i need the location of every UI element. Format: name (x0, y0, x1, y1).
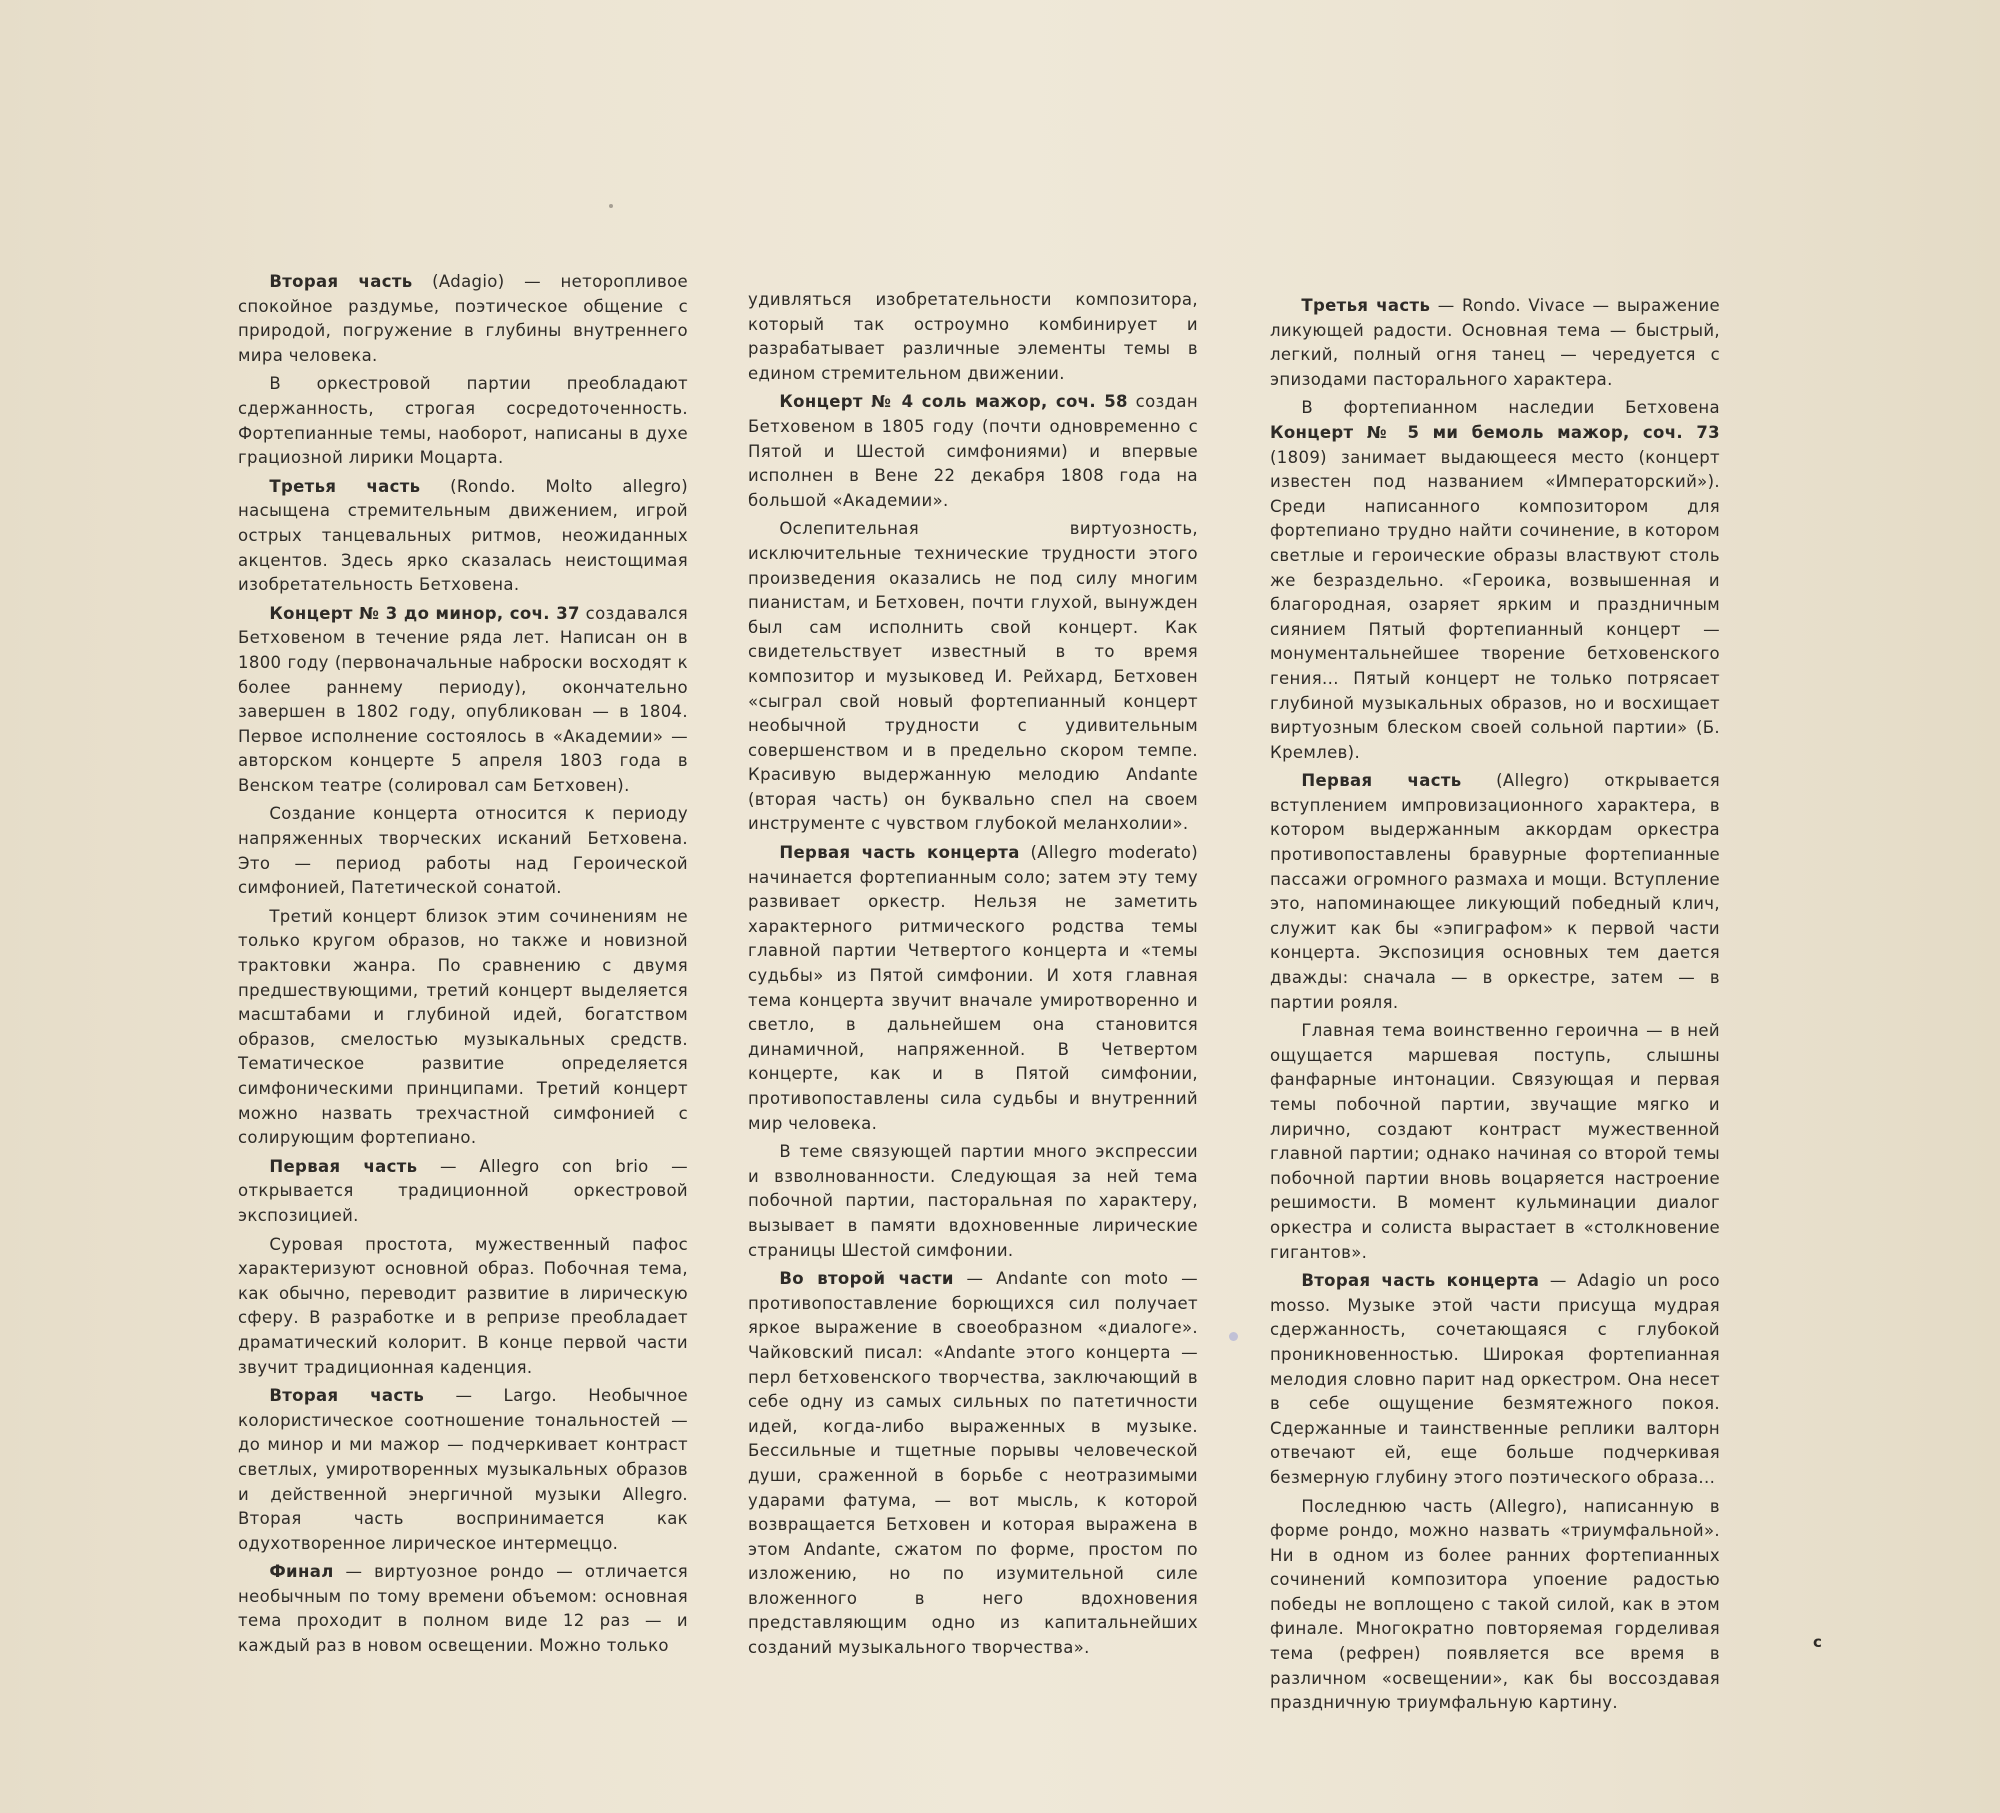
section-heading: Во второй части (779, 1269, 954, 1289)
paragraph-text: — Allegro con brio — открывается традиционной оркестровой экспозицией. (238, 1156, 688, 1225)
section-heading: Третья часть (269, 476, 421, 496)
paper-speck (609, 204, 613, 208)
section-heading: Вторая часть (269, 272, 413, 291)
paragraph-text: — Adagio un poco mosso. Музыке этой части присуща мудрая сдержанность, сочетающаяся с глубокой проникновенностью. Широкая фортепианная мелодия словно парит над оркестром. Она несет в себе ощущение безмятежного покоя. Сдержанные и таинственные реплики валторн отвечают ей, еще больше подчеркивая безмерную глубину этого поэтического образа... (1270, 1271, 1720, 1487)
paragraph-text: Главная тема воинственно героична — в ней ощущается маршевая поступь, слышны фанфарные интонации. Связующая и первая темы побочной партии, звучащие мягко и лирично, создают контраст мужественной главной партии; однако начиная со второй темы побочной партии вновь воцаряется настроение решимости. В момент кульминации диалог оркестра и солиста вырастает в «столкновение гигантов». (1270, 1021, 1720, 1262)
page-corner-marker: с (1813, 1633, 1822, 1651)
section-heading: Первая часть (269, 1156, 418, 1176)
section-heading: Концерт № 5 ми бемоль мажор, соч. 73 (1270, 422, 1720, 442)
paragraph (748, 288, 1198, 386)
paragraph (238, 372, 688, 470)
section-heading: Первая часть (1301, 771, 1462, 791)
section-heading: Третья часть (1301, 296, 1431, 315)
paragraph (748, 517, 1198, 837)
paragraph-text: В оркестровой партии преобладают сдержанность, строгая сосредоточенность. Фортепианные темы, наоборот, написаны в духе грациозной лирики Моцарта. (238, 374, 688, 468)
paragraph (1270, 396, 1720, 765)
paragraph-text: В теме связующей партии много экспрессии и взволнованности. Следующая за ней тема побочной партии, пасторальная по характеру, вызывает в памяти вдохновенные лирические страницы Шестой симфонии. (748, 1142, 1198, 1260)
paragraph-text: — Largo. Необычное колористическое соотношение тональностей — до минор и ми мажор — подчеркивает контраст светлых, умиротворенных музыкальных образов и действенной энергичной музыки Allegro. Вторая часть воспринимается как одухотворенное лирическое интермеццо. (238, 1386, 688, 1553)
section-heading: Вторая часть концерта (1301, 1271, 1540, 1291)
paragraph-text: создан Бетховеном в 1805 году (почти одновременно с Пятой и Шестой симфониями) и впервые исполнен в Вене 22 декабря 1808 года на большой «Академии». (748, 392, 1198, 510)
text-column-right (1270, 294, 1720, 1720)
paragraph-text: (Adagio) — неторопливое спокойное раздумье, поэтическое общение с природой, погружение в глубины внутреннего мира человека. (238, 272, 688, 365)
paragraph-text: Суровая простота, мужественный пафос характеризуют основной образ. Побочная тема, как обычно, переводит развитие в лирическую сферу. В разработке и в репризе преобладает драматический колорит. В конце первой части звучит традиционная каденция. (238, 1234, 688, 1377)
paragraph (238, 905, 688, 1151)
paragraph-text: (1809) занимает выдающееся место (концерт известен под названием «Императорский»). Среди написанного композитором для фортепиано трудно найти сочинение, в котором светлые и героические образы властвуют столь же безраздельно. «Героика, возвышенная и благородная, озаряет ярким и праздничным сиянием Пятый фортепианный концерт — монументальнейшее творение бетховенского гения... Пятый концерт не только потрясает глубиной музыкальных образов, но и восхищает виртуозным блеском своей сольной партии» (Б. Кремлев). (1270, 447, 1720, 762)
text-column-left (238, 270, 688, 1663)
paragraph (238, 802, 688, 900)
paragraph (238, 1155, 688, 1229)
section-heading: Финал (269, 1562, 334, 1582)
paragraph-text: — Andante con moto — противопоставление борющихся сил получает яркое выражение в своеобразном «диалоге». Чайковский писал: «Andante этого концерта — перл бетховенского творчества, заключающий в себе одну из самых сильных по патетичности идей, когда-либо выраженных в музыке. Бессильные и тщетные порывы человеческой души, сраженной в борьбе с неотразимыми ударами фатума, — вот мысль, к которой возвращается Бетховен и которая выражена в этом Andante, сжатом по форме, простом по изложению, но по изумительной силе вложенного в него вдохновения представляющим одно из капитальнейших созданий музыкального творчества». (748, 1269, 1198, 1658)
paragraph-text: Создание концерта относится к периоду напряженных творческих исканий Бетховена. Это — период работы над Героической симфонией, Патетической сонатой. (238, 804, 688, 898)
section-heading: Концерт № 3 до минор, соч. 37 (269, 603, 580, 623)
section-heading: Первая часть концерта (779, 843, 1020, 863)
paragraph (1270, 769, 1720, 1015)
paragraph-text: (Allegro moderato) начинается фортепианным соло; затем эту тему развивает оркестр. Нельзя не заметить характерного ритмического родства темы главной партии Четвертого концерта и «темы судьбы» из Пятой симфонии. И хотя главная тема концерта звучит вначале умиротворенно и светло, в дальнейшем она становится динамичной, напряженной. В Четвертом концерте, как и в Пятой симфонии, противопоставлены сила судьбы и внутренний мир человека. (748, 843, 1198, 1133)
paragraph-text: Третий концерт близок этим сочинениям не только кругом образов, но также и новизной трактовки жанра. По сравнению с двумя предшествующими, третий концерт выделяется масштабами и глубиной идей, богатством образов, смелостью музыкальных средств. Тематическое развитие определяется симфоническими принципами. Третий концерт можно назвать трехчастной симфонией с солирующим фортепиано. (238, 906, 688, 1148)
paragraph-text: Последнюю часть (Allegro), написанную в форме рондо, можно назвать «триумфальной». Ни в одном из более ранних фортепианных сочинений композитора упоение радостью победы не воплощено с такой силой, как в этом финале. Многократно повторяемая горделивая тема (рефрен) появляется все время в различном «освещении», как бы воссоздавая праздничную триумфальную картину. (1270, 1496, 1720, 1713)
text-column-middle (748, 288, 1198, 1665)
paragraph (238, 475, 688, 598)
paragraph (1270, 294, 1720, 392)
paragraph (748, 390, 1198, 513)
paragraph (748, 1140, 1198, 1263)
paragraph-text: — Rondo. Vivace — выражение ликующей радости. Основная тема — быстрый, легкий, полный огня танец — чередуется с эпизодами пасторального характера. (1270, 296, 1720, 389)
paragraph (1270, 1269, 1720, 1490)
paragraph (1270, 1019, 1720, 1265)
paragraph (748, 841, 1198, 1136)
paragraph-text: (Allegro) открывается вступлением импровизационного характера, в котором выдержанным аккордам оркестра противопоставлены бравурные фортепианные пассажи огромного размаха и мощи. Вступление это, напоминающее ликующий победный клич, служит как бы «эпиграфом» к первой части концерта. Экспозиция основных тем дается дважды: сначала — в оркестре, затем — в партии рояля. (1270, 771, 1720, 1012)
section-heading: Концерт № 4 соль мажор, соч. 58 (779, 392, 1128, 412)
paragraph (1270, 1495, 1720, 1716)
paragraph-text: — виртуозное рондо — отличается необычным по тому времени объемом: основная тема проходит в полном виде 12 раз — и каждый раз в новом освещении. Можно только (238, 1562, 688, 1656)
paragraph-text: (Rondo. Molto allegro) насыщена стремительным движением, игрой острых танцевальных ритмов, неожиданных акцентов. Здесь ярко сказалась неистощимая изобретательность Бетховена. (238, 476, 688, 595)
paragraph (238, 1384, 688, 1556)
paragraph-text: удивляться изобретательности композитора, который так остроумно комбинирует и разрабатывает различные элементы темы в едином стремительном движении. (748, 290, 1198, 383)
paragraph (748, 1267, 1198, 1661)
paragraph-text: В фортепианном наследии Бетховена (1301, 398, 1720, 418)
paragraph (238, 270, 688, 368)
paragraph-text: Ослепительная виртуозность, исключительные технические трудности этого произведения оказались не под силу многим пианистам, и Бетховен, почти глухой, вынужден был сам исполнить свой концерт. Как свидетельствует известный в то время композитор и музыковед И. Рейхард, Бетховен «сыграл свой новый фортепианный концерт необычной трудности с удивительным совершенством и в предельно скором темпе. Красивую выдержанную мелодию Andante (вторая часть) он буквально спел на своем инструменте с чувством глубокой меланхолии». (748, 519, 1198, 834)
paragraph-text: создавался Бетховеном в течение ряда лет. Написан он в 1800 году (первоначальные наброски восходят к более раннему периоду), окончательно завершен в 1802 году, опубликован — в 1804. Первое исполнение состоялось в «Академии» — авторском концерте 5 апреля 1803 года в Венском театре (солировал сам Бетховен). (238, 603, 689, 795)
ink-stain (1229, 1332, 1238, 1341)
paragraph (238, 1560, 688, 1658)
paragraph (238, 1233, 688, 1381)
paragraph (238, 602, 688, 799)
section-heading: Вторая часть (269, 1386, 425, 1406)
